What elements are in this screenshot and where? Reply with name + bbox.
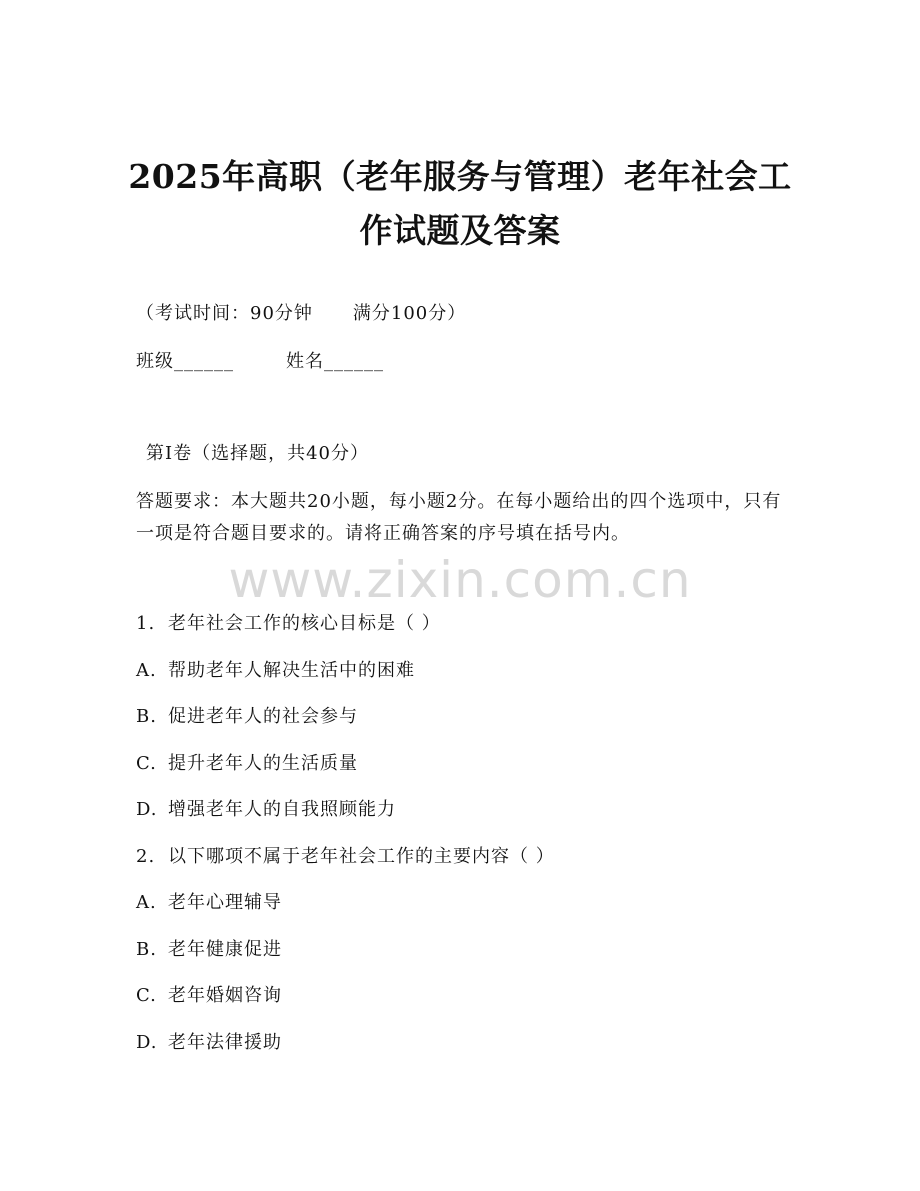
option-label: C. <box>136 752 157 774</box>
section-heading: 第I卷（选择题，共40分） <box>146 443 370 464</box>
question-stem <box>136 845 555 892</box>
option-text: 老年婚姻咨询 <box>168 985 282 1006</box>
option-label: A. <box>136 659 157 681</box>
option-label: B. <box>136 706 157 727</box>
question-text: 老年社会工作的核心目标是（ ） <box>168 613 441 634</box>
name-field: 姓名______ <box>286 351 384 372</box>
class-field: 班级______ <box>136 351 234 372</box>
option-text: 促进老年人的社会参与 <box>168 706 358 727</box>
title-line-1: 2025年高职（老年服务与管理）老年社会工 <box>128 157 792 196</box>
instructions: 答题要求：本大题共20小题，每小题2分。在每小题给出的四个选项中，只有一项是符合题目要求的。请将正确答案的序号填在括号内。 <box>136 491 782 544</box>
answer-option <box>136 705 555 752</box>
option-text: 增强老年人的自我照顾能力 <box>168 799 396 820</box>
option-label: D. <box>136 799 158 820</box>
watermark: www.zixin.com.cn <box>228 551 692 609</box>
full-score: 满分100分） <box>352 303 467 324</box>
option-label: B. <box>136 938 157 960</box>
answer-option <box>136 659 555 706</box>
title-line-2: 作试题及答案 <box>359 211 561 250</box>
answer-option <box>136 1031 555 1078</box>
option-text: 老年心理辅导 <box>168 892 282 913</box>
option-label: C. <box>136 985 157 1006</box>
question-stem <box>136 612 555 659</box>
option-text: 老年健康促进 <box>168 938 282 960</box>
option-label: A. <box>136 892 157 913</box>
exam-meta <box>136 302 466 326</box>
exam-time: （考试时间：90分钟 <box>136 303 313 324</box>
answer-option <box>136 984 555 1031</box>
answer-option <box>136 752 555 799</box>
option-label: D. <box>136 1031 158 1053</box>
question-number: 2. <box>136 845 156 867</box>
document-title <box>120 150 800 258</box>
student-info <box>136 350 384 374</box>
question-list <box>136 612 555 1077</box>
question-number: 1. <box>136 613 156 634</box>
question-text: 以下哪项不属于老年社会工作的主要内容（ ） <box>168 845 555 867</box>
option-text: 帮助老年人解决生活中的困难 <box>168 659 415 681</box>
option-text: 老年法律援助 <box>168 1031 282 1053</box>
answer-option <box>136 798 555 845</box>
answer-option <box>136 891 555 938</box>
option-text: 提升老年人的生活质量 <box>168 752 358 774</box>
answer-option <box>136 938 555 985</box>
